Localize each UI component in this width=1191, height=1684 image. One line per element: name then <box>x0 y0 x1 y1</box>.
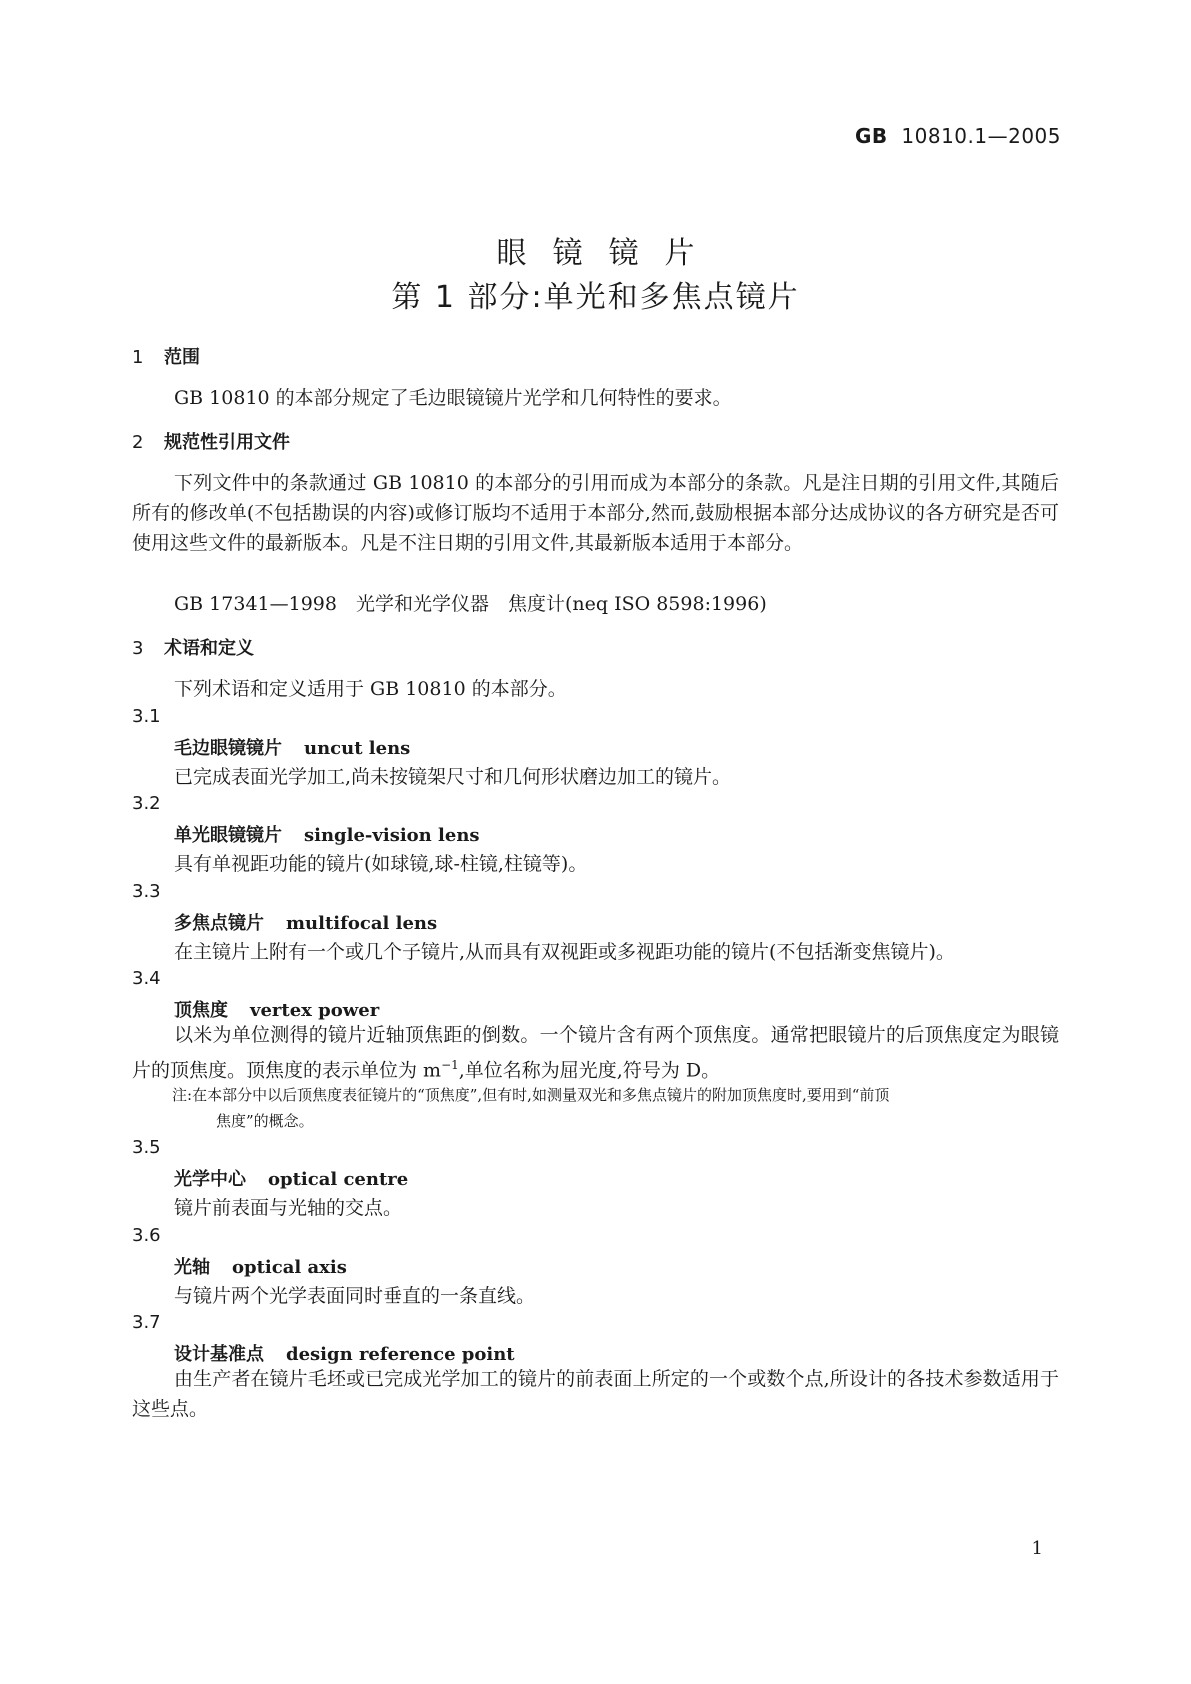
section-title: 规范性引用文件 <box>164 432 290 453</box>
term-definition: 镜片前表面与光轴的交点。 <box>174 1197 403 1219</box>
term-zh: 毛边眼镜镜片 <box>174 738 282 759</box>
section-number: 2 <box>132 432 144 453</box>
term-en: design reference point <box>286 1344 515 1365</box>
term-en: vertex power <box>250 1000 380 1021</box>
term-number: 3.7 <box>132 1312 161 1333</box>
term-note <box>172 1082 1060 1134</box>
term-en: optical axis <box>232 1257 347 1278</box>
standard-code-number: 10810.1—2005 <box>901 124 1061 148</box>
term-zh: 光学中心 <box>174 1169 246 1190</box>
document-subtitle: 第 1 部分:单光和多焦点镜片 <box>391 280 800 315</box>
term-zh: 单光眼镜镜片 <box>174 825 282 846</box>
normative-references-paragraph: 下列文件中的条款通过 GB 10810 的本部分的引用而成为本部分的条款。凡是注日期的引用文件,其随后所有的修改单(不包括勘误的内容)或修订版均不适用于本部分,然而,鼓励根据本部分达成协议的各方研究是否可使用这些文件的最新版本。凡是不注日期的引用文件,其最新版本适用于本部分。 <box>132 472 1059 554</box>
term-zh: 多焦点镜片 <box>174 913 264 934</box>
section-title: 范围 <box>164 347 200 368</box>
term-en: uncut lens <box>304 738 411 759</box>
unit-exponent: −1 <box>441 1058 459 1072</box>
section-number: 1 <box>132 347 144 368</box>
term-heading <box>174 1253 347 1279</box>
term-definition-text: ,单位名称为屈光度,符号为 D。 <box>458 1059 721 1082</box>
section-number: 3 <box>132 638 144 659</box>
terms-intro: 下列术语和定义适用于 GB 10810 的本部分。 <box>174 678 567 700</box>
note-label: 注: <box>172 1086 193 1104</box>
page-number: 1 <box>1031 1538 1043 1559</box>
term-heading <box>174 734 410 760</box>
document-title: 眼镜镜片 <box>496 236 721 271</box>
section-heading-scope <box>132 343 200 369</box>
term-heading <box>174 909 437 935</box>
section-heading-terms-definitions <box>132 634 254 660</box>
term-heading <box>174 1340 515 1366</box>
term-en: optical centre <box>268 1169 409 1190</box>
term-definition: 具有单视距功能的镜片(如球镜,球-柱镜,柱镜等)。 <box>174 853 588 875</box>
term-zh: 光轴 <box>174 1257 210 1278</box>
term-heading <box>174 821 480 847</box>
note-text: 在本部分中以后顶焦度表征镜片的“顶焦度”,但有时,如测量双光和多焦点镜片的附加顶焦度时,要用到“前顶 <box>192 1086 890 1104</box>
term-number: 3.3 <box>132 881 161 902</box>
term-en: single-vision lens <box>304 825 480 846</box>
reference-entry: GB 17341—1998 光学和光学仪器 焦度计(neq ISO 8598:1996) <box>174 593 767 615</box>
term-number: 3.2 <box>132 793 161 814</box>
term-number: 3.1 <box>132 706 161 727</box>
term-en: multifocal lens <box>286 913 438 934</box>
section-heading-normative-references <box>132 428 290 454</box>
term-zh: 顶焦度 <box>174 1000 228 1021</box>
term-number: 3.6 <box>132 1225 161 1246</box>
term-number: 3.5 <box>132 1137 161 1158</box>
standard-code <box>855 124 1061 148</box>
standard-code-prefix: GB <box>855 124 888 148</box>
term-heading <box>174 996 379 1022</box>
term-heading <box>174 1165 408 1191</box>
term-zh: 设计基准点 <box>174 1344 264 1365</box>
term-definition: 由生产者在镜片毛坯或已完成光学加工的镜片的前表面上所定的一个或数个点,所设计的各技术参数适用于这些点。 <box>132 1368 1059 1420</box>
term-definition-text: 以米为单位测得的镜片近轴顶焦距的倒数。一个镜片含有两个顶焦度。通常把眼镜片的后顶焦度定为眼镜片的顶焦度。顶焦度的表示单位为 m <box>132 1024 1059 1082</box>
term-definition: 与镜片两个光学表面同时垂直的一条直线。 <box>174 1285 536 1307</box>
note-text-continued: 焦度”的概念。 <box>216 1112 314 1130</box>
section-title: 术语和定义 <box>164 638 254 659</box>
term-definition <box>132 1020 1059 1085</box>
term-definition: 已完成表面光学加工,尚未按镜架尺寸和几何形状磨边加工的镜片。 <box>174 766 732 788</box>
term-number: 3.4 <box>132 968 161 989</box>
scope-paragraph: GB 10810 的本部分规定了毛边眼镜镜片光学和几何特性的要求。 <box>174 387 732 409</box>
term-definition: 在主镜片上附有一个或几个子镜片,从而具有双视距或多视距功能的镜片(不包括渐变焦镜片)。 <box>174 941 955 963</box>
